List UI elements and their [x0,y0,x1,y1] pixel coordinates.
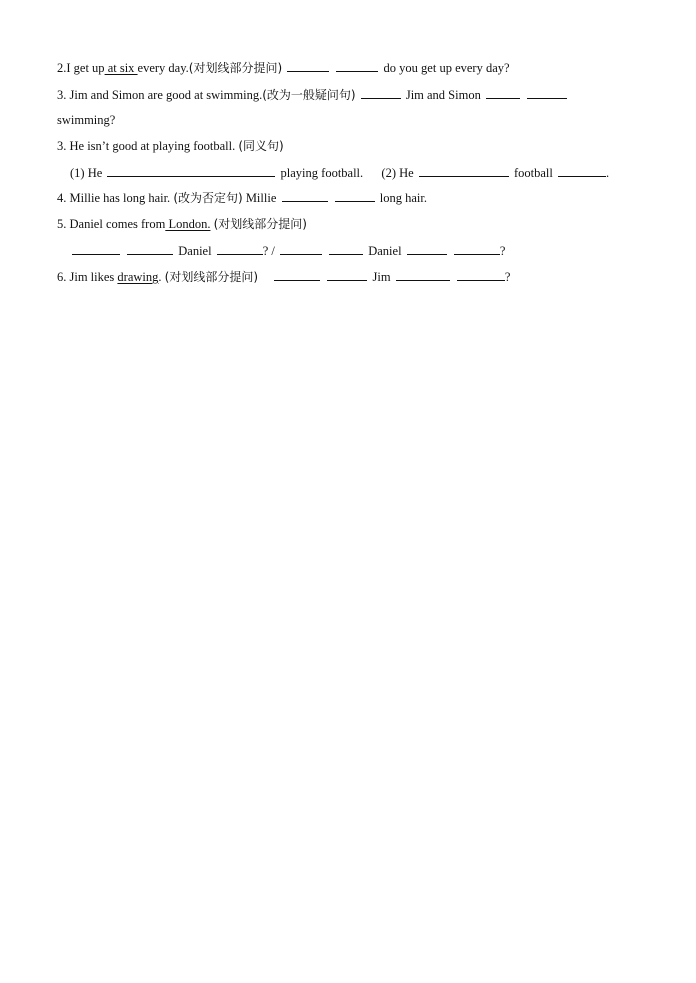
question-text: do you get up every day? [383,61,510,75]
answer-blank[interactable] [287,59,329,72]
underlined-phrase: at six [104,61,138,75]
question-text: ? / [262,244,275,258]
question-text: Daniel [368,244,402,258]
question-3b [57,138,284,154]
answer-blank[interactable] [282,189,328,202]
answer-blank[interactable] [72,242,120,255]
answer-blank[interactable] [335,189,375,202]
underlined-phrase: London. [165,217,211,231]
answer-blank[interactable] [127,242,173,255]
question-text: Millie has long hair. [69,191,171,205]
question-text: Daniel comes from [69,217,166,231]
instruction: (改为否定句) [173,191,243,205]
instruction: (改为一般疑问句) [262,88,356,102]
question-3a-continued [57,112,115,128]
question-4 [57,189,427,206]
question-5-answers [70,242,505,259]
question-3a [57,86,569,103]
underlined-phrase: drawing [117,270,159,284]
question-2 [57,59,510,76]
answer-blank[interactable] [336,59,378,72]
question-number: 3. [57,139,67,153]
answer-blank[interactable] [327,268,367,281]
answer-blank[interactable] [407,242,447,255]
question-number: 2. [57,61,67,75]
answer-blank[interactable] [329,242,363,255]
question-text: He isn’t good at playing football. [69,139,236,153]
answer-blank[interactable] [486,86,520,99]
question-text: Daniel [178,244,212,258]
question-text: Millie [245,191,277,205]
question-text: football [513,166,553,180]
question-text: Jim and Simon are good at swimming. [69,88,263,102]
question-3b-answers [70,164,609,181]
answer-blank[interactable] [217,242,263,255]
question-text: I get up [66,61,105,75]
question-text: playing football. [280,166,364,180]
answer-blank[interactable] [280,242,322,255]
answer-blank[interactable] [274,268,320,281]
question-text: long hair. [379,191,427,205]
answer-blank[interactable] [107,164,275,177]
question-text: . [158,270,162,284]
question-text: ? [499,244,506,258]
instruction: (同义句) [238,139,284,153]
answer-blank[interactable] [361,86,401,99]
answer-blank[interactable] [527,86,567,99]
question-number: 4. [57,191,67,205]
question-text: every day. [137,61,189,75]
answer-blank[interactable] [558,164,606,177]
instruction: (对划线部分提问) [164,270,259,284]
question-text: ? [504,270,511,284]
question-text: swimming? [57,113,116,127]
part-label: (1) He [70,166,103,180]
part-label: (2) He [381,166,414,180]
question-text: Jim [372,270,391,284]
question-number: 3. [57,88,67,102]
answer-blank[interactable] [419,164,509,177]
answer-blank[interactable] [457,268,505,281]
question-6 [57,268,510,285]
question-text: Jim and Simon [405,88,481,102]
instruction: (对划线部分提问) [188,61,283,75]
question-number: 5. [57,217,67,231]
answer-blank[interactable] [396,268,450,281]
question-5 [57,216,307,232]
question-number: 6. [57,270,67,284]
question-text: . [605,166,610,180]
answer-blank[interactable] [454,242,500,255]
question-text: Jim likes [69,270,115,284]
instruction: (对划线部分提问) [213,217,307,231]
